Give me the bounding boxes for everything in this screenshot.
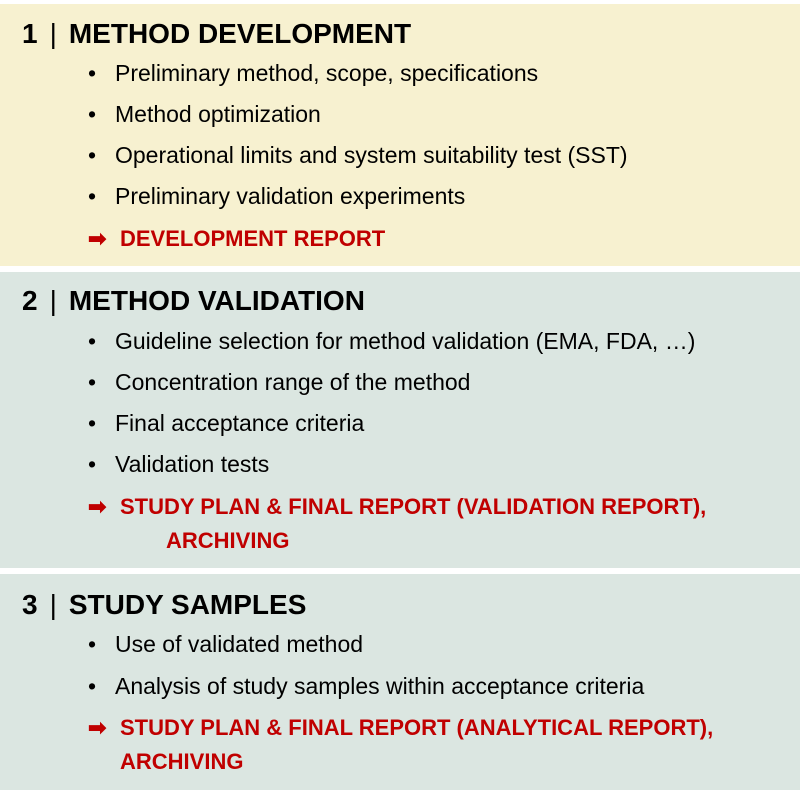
bullet-dot-icon: • [88, 673, 97, 699]
result-line-continuation: ARCHIVING [120, 749, 244, 774]
section-heading [22, 18, 411, 50]
section-method-development [0, 4, 800, 266]
bullet-dot-icon: • [88, 410, 97, 436]
section-number: 2 [22, 285, 38, 316]
section-study-samples [0, 574, 800, 790]
bullet-dot-icon: • [88, 60, 97, 86]
list-item: • Analysis of study samples within acceptance criteria [88, 673, 645, 699]
list-item: • Concentration range of the method [88, 369, 471, 395]
bullet-dot-icon: • [88, 451, 97, 477]
right-arrow-icon: ➡ [88, 715, 107, 740]
section-number: 3 [22, 589, 38, 620]
result-line-continuation: ARCHIVING [166, 528, 290, 553]
bullet-dot-icon: • [88, 631, 97, 657]
result-line: ➡ STUDY PLAN & FINAL REPORT (VALIDATION REPORT), [88, 494, 707, 519]
heading-separator: | [49, 285, 57, 316]
bullet-dot-icon: • [88, 183, 97, 209]
bullet-dot-icon: • [88, 142, 97, 168]
result-line: ➡ STUDY PLAN & FINAL REPORT (ANALYTICAL REPORT), [88, 715, 714, 740]
bullet-dot-icon: • [88, 101, 97, 127]
list-item: • Operational limits and system suitability test (SST) [88, 142, 628, 168]
list-item: • Preliminary method, scope, specifications [88, 60, 539, 86]
list-item: • Guideline selection for method validation (EMA, FDA, …) [88, 328, 696, 354]
bullet-dot-icon: • [88, 328, 97, 354]
list-item: • Method optimization [88, 101, 321, 127]
heading-separator: | [49, 18, 57, 49]
right-arrow-icon: ➡ [88, 226, 107, 251]
section-method-validation [0, 272, 800, 568]
section-title: METHOD VALIDATION [68, 285, 365, 316]
list-item: • Final acceptance criteria [88, 410, 365, 436]
section-number: 1 [22, 18, 38, 49]
result-line: ➡ DEVELOPMENT REPORT [88, 226, 386, 251]
right-arrow-icon: ➡ [88, 494, 107, 519]
section-title: METHOD DEVELOPMENT [68, 18, 412, 49]
heading-separator: | [49, 589, 57, 620]
bullet-dot-icon: • [88, 369, 97, 395]
section-title: STUDY SAMPLES [68, 589, 307, 620]
list-item: • Validation tests [88, 451, 270, 477]
section-heading [22, 589, 306, 621]
list-item: • Use of validated method [88, 631, 364, 657]
section-heading [22, 285, 365, 317]
list-item: • Preliminary validation experiments [88, 183, 466, 209]
